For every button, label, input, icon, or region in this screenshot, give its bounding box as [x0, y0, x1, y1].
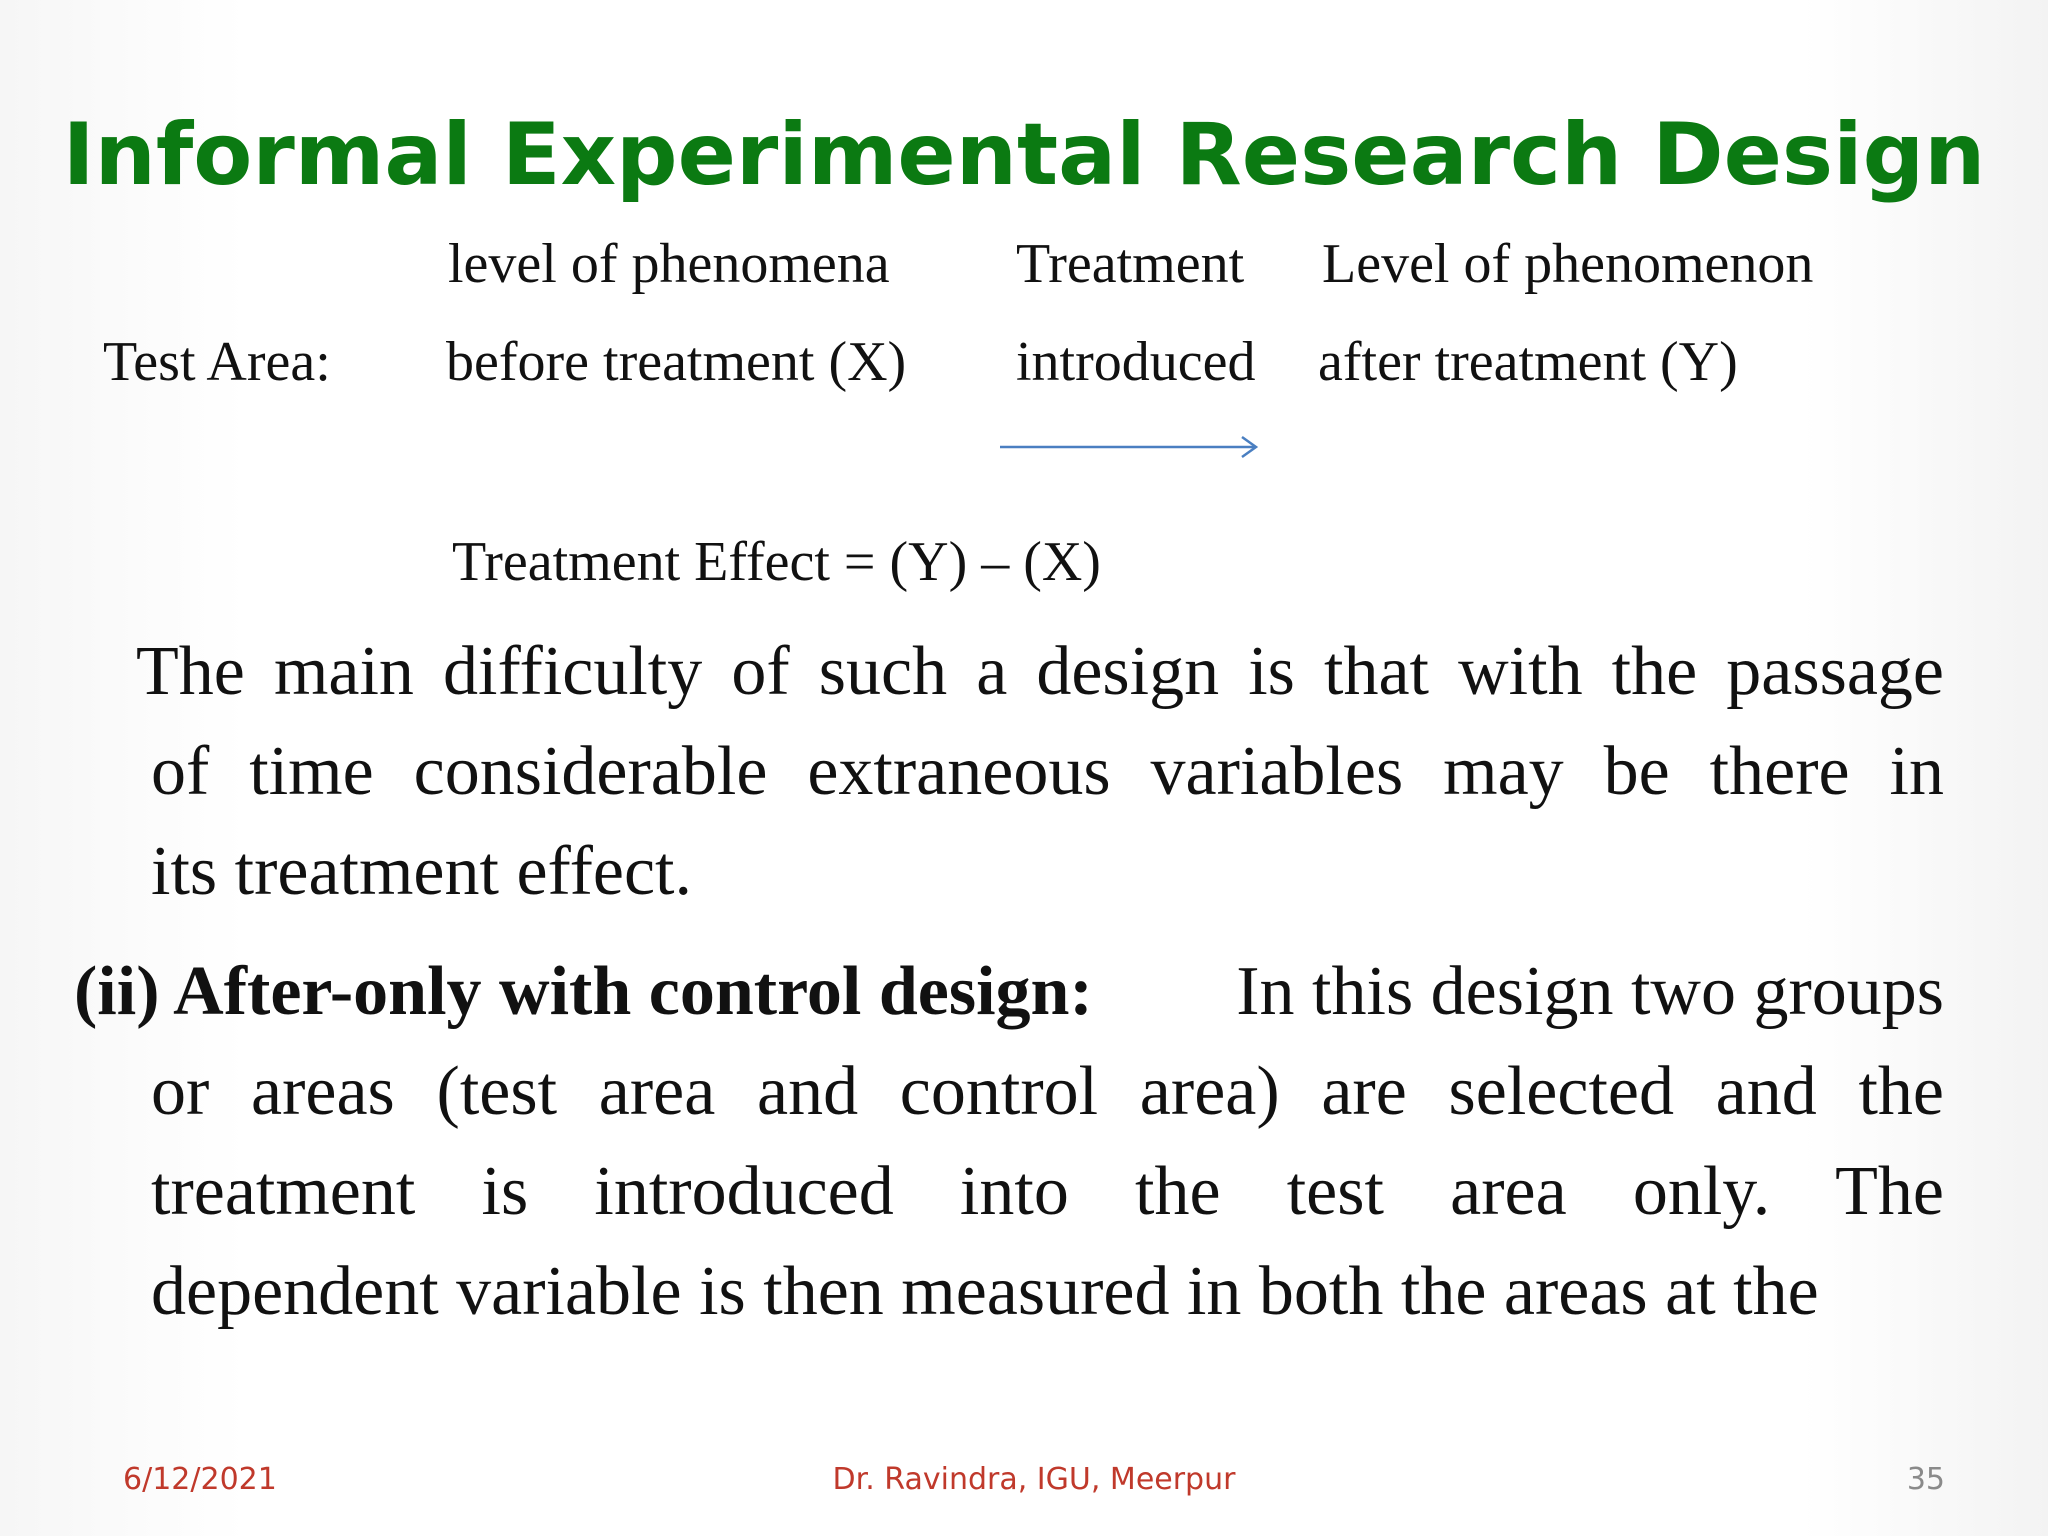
- column-header-treatment: Treatment: [1016, 233, 1245, 295]
- section-heading: (ii) After-only with control design:: [74, 953, 1093, 1030]
- cell-after-treatment: after treatment (Y): [1318, 331, 1738, 393]
- paragraph-line: of time considerable extraneous variables may be there in: [151, 733, 1944, 810]
- page-number: 35: [1906, 1462, 1945, 1497]
- column-header-after: Level of phenomenon: [1322, 233, 1814, 295]
- paragraph-line: treatment is introduced into the test area only. The: [151, 1153, 1944, 1230]
- slide-title: Informal Experimental Research Design: [62, 105, 1986, 205]
- cell-treatment-introduced: introduced: [1016, 331, 1256, 393]
- cell-before-treatment: before treatment (X): [446, 331, 907, 393]
- right-arrow-icon: [998, 432, 1260, 462]
- paragraph-line: or areas (test area and control area) are selected and the: [151, 1053, 1944, 1130]
- paragraph-line-first: [74, 942, 1944, 1042]
- paragraph-text: In this design two groups: [1218, 953, 1944, 1030]
- column-header-before: level of phenomena: [448, 233, 890, 295]
- treatment-effect-formula: Treatment Effect = (Y) – (X): [452, 531, 1101, 593]
- footer-author: Dr. Ravindra, IGU, Meerpur: [832, 1462, 1236, 1497]
- row-label-test-area: Test Area:: [103, 331, 331, 393]
- paragraph-line: its treatment effect.: [151, 833, 692, 910]
- paragraph-line: The main difficulty of such a design is that with the passage: [136, 633, 1944, 710]
- footer-date: 6/12/2021: [123, 1462, 277, 1497]
- paragraph-line: dependent variable is then measured in both the areas at the: [151, 1253, 1819, 1330]
